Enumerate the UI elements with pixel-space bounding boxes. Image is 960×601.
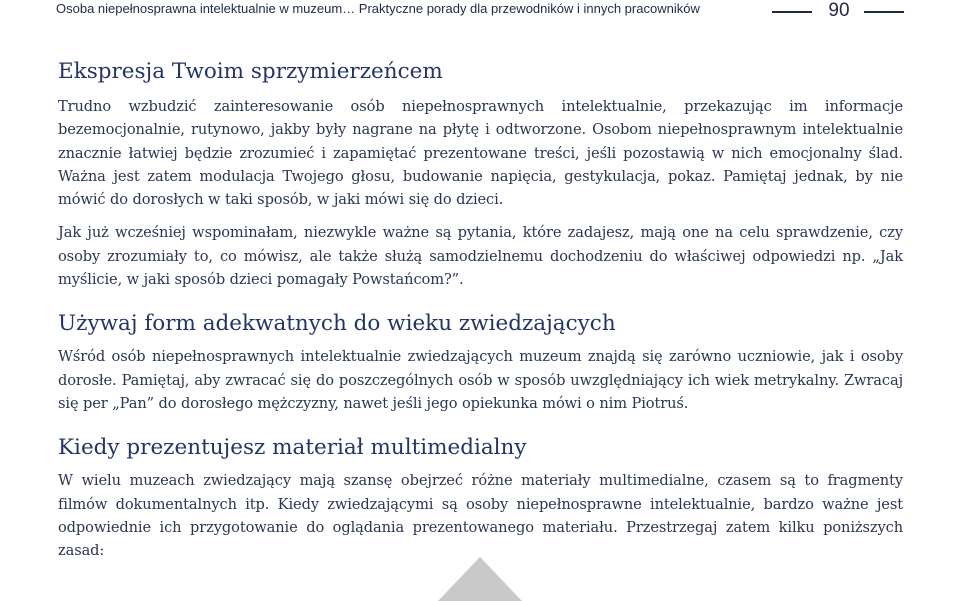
section-heading: Ekspresja Twoim sprzymierzeńcem (58, 59, 443, 84)
section-multimedia (58, 434, 903, 562)
page-number: 90 (828, 0, 850, 21)
running-header-title: Osoba niepełnosprawna intelektualnie w muzeum… Praktyczne porady dla przewodników i innych pracowników (56, 1, 700, 16)
decorative-triangle-icon (438, 557, 522, 601)
section-expression (58, 58, 903, 291)
header-rule-right (864, 11, 904, 13)
paragraph: Jak już wcześniej wspominałam, niezwykle ważne są pytania, które zadajesz, mają one na celu sprawdzenie, czy osoby zrozumiały to, co mówisz, ale także służą samodzielnemu dochodzeniu do właściwej odpowiedzi np. „Jak myślicie, w jaki sposób dzieci pomagały Powstańcom?”. (58, 224, 903, 289)
section-heading: Kiedy prezentujesz materiał multimedialny (58, 435, 527, 461)
paragraph: Trudno wzbudzić zainteresowanie osób niepełnosprawnych intelektualnie, przekazując im informacje bezemocjonalnie, rutynowo, jakby były nagrane na płytę i odtworzone. Osobom niepełnosprawnym intelektualnie znacznie łatwiej będzie zrozumieć i zapamiętać prezentowane treści, jeśli pozostawią w nich emocjonalny ślad. Ważna jest zatem modulacja Twojego głosu, budowanie napięcia, gestykulacja, pokaz. Pamiętaj jednak, by nie mówić do dorosłych w taki sposób, w jaki mówi się do dzieci. (58, 98, 903, 209)
paragraph: W wielu muzeach zwiedzający mają szansę obejrzeć różne materiały multimedialne, czasem są to fragmenty filmów dokumentalnych itp. Kiedy zwiedzającymi są osoby niepełnosprawne intelektualnie, bardzo ważne jest odpowiednie ich przygotowanie do oglądania prezentowanego materiału. Przestrzegaj zatem kilku poniższych zasad: (58, 472, 903, 560)
section-heading: Używaj form adekwatnych do wieku zwiedzających (58, 311, 616, 337)
page-body (58, 58, 903, 562)
header-rule-left (772, 11, 812, 13)
paragraph: Wśród osób niepełnosprawnych intelektualnie zwiedzających muzeum znajdą się zarówno uczniowie, jak i osoby dorosłe. Pamiętaj, aby zwracać się do poszczególnych osób w sposób uwzględniający ich wiek metrykalny. Zwracaj się per „Pan” do dorosłego mężczyzny, nawet jeśli jego opiekunka mówi o nim Piotruś. (58, 348, 903, 412)
triangle-shape (438, 557, 522, 601)
section-age-appropriate (58, 310, 903, 415)
